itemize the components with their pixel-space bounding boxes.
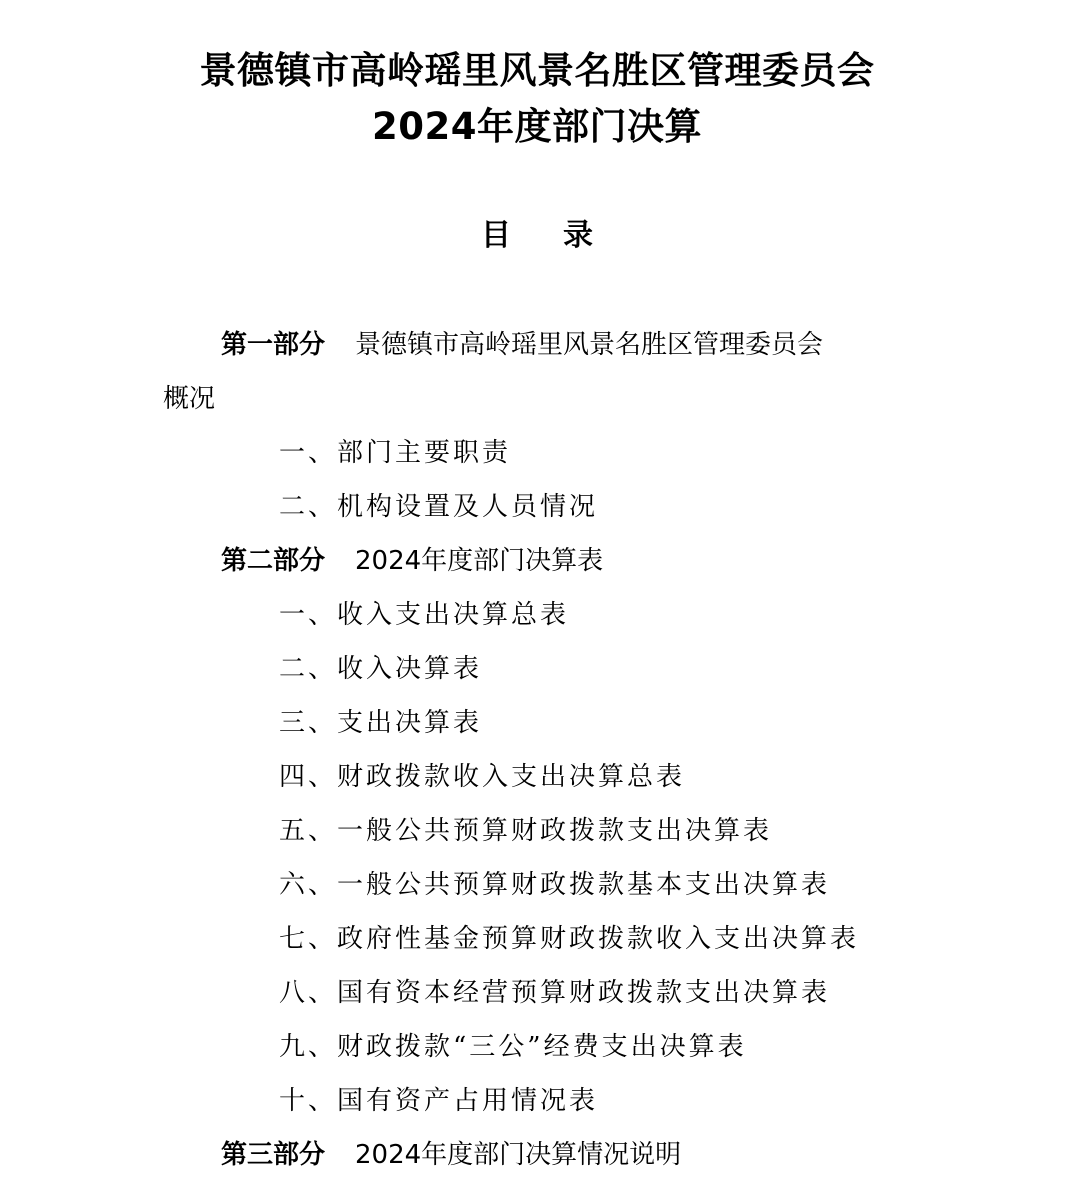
toc-part-2	[221, 543, 603, 579]
toc-item: 十、国有资产占用情况表	[279, 1086, 599, 1116]
toc-part-1-label: 第一部分	[221, 330, 326, 360]
toc-part-1-title-continuation: 概况	[163, 384, 216, 414]
toc-item: 二、机构设置及人员情况	[279, 492, 599, 522]
toc-item: 一、收入支出决算总表	[279, 600, 570, 630]
document-title-line-1: 景德镇市高岭瑶里风景名胜区管理委员会	[199, 49, 875, 92]
toc-item: 五、一般公共预算财政拨款支出决算表	[279, 816, 773, 846]
toc-item: 八、国有资本经营预算财政拨款支出决算表	[279, 978, 831, 1008]
toc-part-2-label: 第二部分	[221, 546, 326, 576]
toc-item: 七、政府性基金预算财政拨款收入支出决算表	[279, 924, 860, 954]
toc-part-1-title: 景德镇市高岭瑶里风景名胜区管理委员会	[355, 330, 824, 360]
toc-item: 九、财政拨款“三公”经费支出决算表	[279, 1032, 747, 1062]
toc-part-3-label: 第三部分	[221, 1140, 326, 1170]
toc-item: 六、一般公共预算财政拨款基本支出决算表	[279, 870, 831, 900]
document-title-line-2: 2024年度部门决算	[372, 105, 702, 148]
toc-item: 一、部门主要职责	[279, 438, 512, 468]
toc-part-3-title: 2024年度部门决算情况说明	[355, 1140, 682, 1170]
toc-item: 三、支出决算表	[279, 708, 483, 738]
toc-heading: 目录	[481, 218, 645, 253]
toc-part-3	[221, 1137, 681, 1173]
toc-part-1	[221, 327, 823, 363]
toc-item: 二、收入决算表	[279, 654, 483, 684]
toc-part-2-title: 2024年度部门决算表	[355, 546, 604, 576]
toc-item: 四、财政拨款收入支出决算总表	[279, 762, 686, 792]
